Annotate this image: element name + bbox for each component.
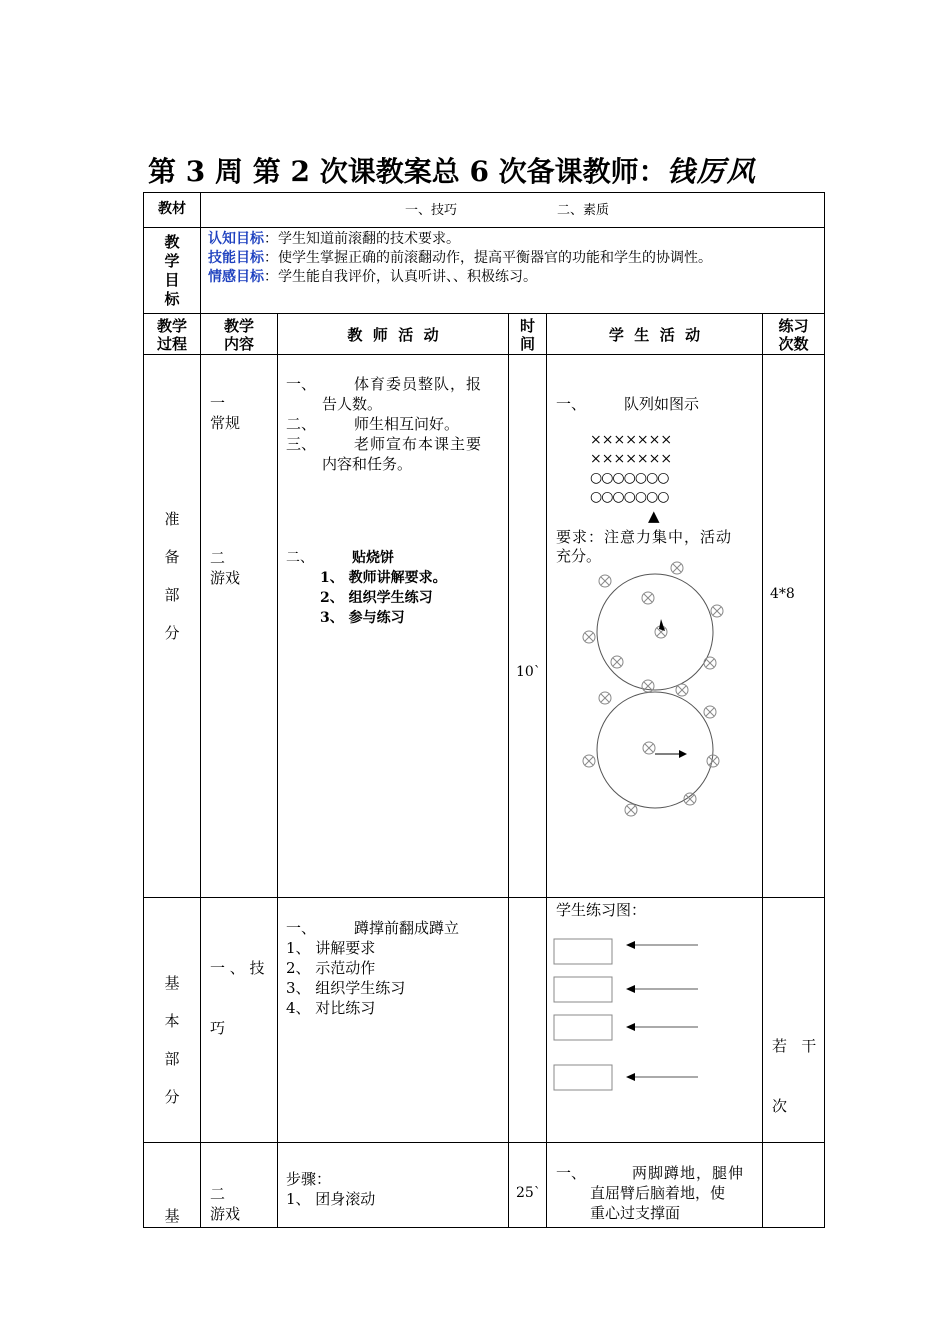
- title-text: 第 3 周 第 2 次课教案总 6 次备课教师：: [148, 155, 667, 188]
- student-marker: [642, 680, 654, 692]
- content-line: 二: [210, 549, 226, 567]
- student-marker: [704, 657, 716, 669]
- header-student: 学 生 活 动: [608, 326, 701, 344]
- prep-label: [144, 500, 200, 652]
- student-line: 直屈臂后脑着地，使: [590, 1184, 726, 1202]
- formation-row: ○○○○○○○: [590, 470, 669, 486]
- header-line: 间: [519, 335, 535, 353]
- table-border-bottom: [143, 1227, 825, 1228]
- step-text: 队列如图示: [624, 395, 700, 413]
- teacher-line: 步骤：: [286, 1170, 332, 1188]
- teacher-line: 1、 团身滚动: [286, 1190, 376, 1208]
- direction-arrow-head: [626, 985, 635, 993]
- header-line: 次数: [778, 335, 809, 353]
- step-text: 老师宣布本课主要: [354, 435, 483, 453]
- step-num: 一、: [286, 375, 317, 393]
- step-text: 体育委员整队，报: [354, 375, 483, 393]
- game-title: 贴烧饼: [352, 550, 394, 566]
- basic2-time: 25`: [516, 1185, 541, 1201]
- step-num: 三、: [286, 435, 317, 453]
- goal-tag: 情感目标: [208, 269, 264, 285]
- teacher-item: 1、 讲解要求: [286, 939, 376, 957]
- basic-content: [210, 918, 265, 1058]
- student-marker: [642, 592, 654, 604]
- mat: [554, 939, 612, 964]
- step-num: 一、: [556, 395, 587, 413]
- teacher-head: [286, 918, 502, 938]
- table-border-top: [143, 192, 825, 193]
- basic2-content: [210, 1184, 240, 1224]
- prep-content-2: [210, 548, 240, 588]
- header-line: 过程: [156, 335, 187, 353]
- basic-label: [144, 964, 200, 1116]
- student-marker: [583, 631, 595, 643]
- mat: [554, 1065, 612, 1090]
- formation-row: ○○○○○○○: [590, 489, 669, 505]
- goal-text: ：学生知道前滚翻的技术要求。: [264, 231, 460, 247]
- content-line: 巧: [210, 1019, 226, 1037]
- step-num: 二、: [286, 550, 314, 566]
- step-cont: 告人数。: [322, 395, 383, 413]
- basic-label-char: 基: [164, 974, 180, 992]
- basic-label-char: 部: [164, 1050, 180, 1068]
- header-line: 内容: [223, 335, 254, 353]
- material-label: 教材: [158, 201, 186, 217]
- material-item-2: 二、素质: [557, 203, 610, 218]
- goals-label-char: 教: [164, 233, 180, 251]
- prep-content-1: [210, 393, 240, 433]
- goal-text: ：使学生掌握正确的前滚翻动作，提高平衡器官的功能和学生的协调性。: [264, 250, 712, 266]
- goal-tag: 认知目标: [208, 231, 264, 247]
- student-marker: [583, 755, 595, 767]
- header-line: 教学: [156, 317, 187, 335]
- mat: [554, 977, 612, 1002]
- basic2-teacher: [286, 1169, 502, 1209]
- col-divider: [762, 313, 763, 1228]
- student-marker: [676, 684, 688, 696]
- formation-row: ×××××××: [590, 432, 673, 448]
- table-border-right: [824, 192, 825, 1228]
- material-item-1: 一、技巧: [405, 203, 458, 218]
- goal-affective: [208, 268, 822, 287]
- game-item: 3、 参与练习: [320, 610, 405, 626]
- col-divider: [508, 313, 509, 1228]
- content-line: 游戏: [210, 569, 241, 587]
- content-line: 一: [210, 394, 226, 412]
- basic-teacher: [286, 918, 502, 1018]
- step-text: 师生相互问好。: [354, 415, 460, 433]
- student-line: 重心过支撑面: [590, 1204, 681, 1222]
- teacher-marker: ▲: [648, 507, 660, 525]
- row-divider: [143, 313, 825, 314]
- row-divider: [143, 897, 825, 898]
- prep-student-head: [556, 395, 699, 414]
- student-line: [556, 1163, 760, 1183]
- student-marker: [599, 692, 611, 704]
- step-cont: 内容和任务。: [322, 455, 413, 473]
- game-item: 1、 教师讲解要求。: [320, 570, 447, 586]
- goals-label-char: 标: [164, 290, 180, 308]
- basic-label-char: 本: [164, 1012, 180, 1030]
- mat: [554, 1015, 612, 1040]
- goals-label-char: 学: [164, 252, 180, 270]
- step-num: 一、: [286, 919, 317, 937]
- row-divider: [143, 1142, 825, 1143]
- goals-list: [208, 230, 822, 287]
- teacher-item: 3、 组织学生练习: [286, 979, 406, 997]
- direction-arrow-head: [626, 941, 635, 949]
- prep-time: 10`: [516, 664, 541, 680]
- prep-teacher-routine: [286, 374, 502, 474]
- teacher-step: [286, 374, 502, 394]
- formation-row: ×××××××: [590, 451, 673, 467]
- content-line: 常规: [210, 414, 241, 432]
- header-line: 教学: [223, 317, 254, 335]
- content-line: 游戏: [210, 1205, 241, 1223]
- step-num: 二、: [286, 415, 317, 433]
- teacher-step: [286, 434, 502, 454]
- student-marker: [711, 605, 723, 617]
- prep-reps: 4*8: [770, 586, 795, 602]
- teacher-item: 2、 示范动作: [286, 959, 376, 977]
- student-marker: [671, 562, 683, 574]
- goal-tag: 技能目标: [208, 250, 264, 266]
- student-marker: [611, 656, 623, 668]
- header-time: [509, 317, 546, 353]
- game-head: [286, 548, 502, 568]
- step-text: 蹲撑前翻成蹲立: [354, 919, 460, 937]
- basic2-label: 基: [164, 1207, 180, 1225]
- header-reps: [763, 317, 824, 353]
- row-divider: [143, 354, 825, 355]
- practice-diagram-title: 学生练习图：: [556, 901, 647, 919]
- prep-label-char: 准: [164, 510, 180, 528]
- practice-diagram: [547, 930, 762, 1095]
- prep-teacher-game: [286, 548, 502, 628]
- prep-label-char: 分: [164, 624, 180, 642]
- direction-arrow-head: [626, 1023, 635, 1031]
- goal-skill: [208, 249, 822, 268]
- teacher-name: 钱厉风: [666, 155, 757, 188]
- header-process: [144, 317, 200, 353]
- col-divider: [277, 313, 278, 1228]
- prep-label-char: 部: [164, 586, 180, 604]
- student-marker: [643, 742, 655, 754]
- goals-label-char: 目: [164, 271, 180, 289]
- reps-line: 若 干: [772, 1037, 817, 1055]
- basic2-student: [556, 1163, 760, 1223]
- requirement-line: 要求：注意力集中，活动: [556, 528, 733, 546]
- prep-label-char: 备: [164, 548, 180, 566]
- header-line: 练习: [778, 317, 809, 335]
- row-divider: [143, 227, 825, 228]
- game-item: 2、 组织学生练习: [320, 590, 433, 606]
- formation: [590, 431, 672, 507]
- reps-line: 次: [772, 1097, 788, 1115]
- goal-cognitive: [208, 230, 822, 249]
- requirement-line: 充分。: [556, 547, 602, 565]
- circle-game-diagram: [547, 555, 762, 825]
- basic-reps: [772, 996, 816, 1136]
- header-content: [201, 317, 277, 353]
- direction-arrow-head: [626, 1073, 635, 1081]
- teacher-item: 4、 对比练习: [286, 999, 376, 1017]
- content-line: 一 、 技: [210, 959, 265, 977]
- basic-label-char: 分: [164, 1088, 180, 1106]
- content-line: 二: [210, 1185, 226, 1203]
- chaser-arrow-head: [679, 750, 687, 758]
- goal-text: ：学生能自我评价，认真听讲、、积极练习。: [264, 269, 537, 285]
- page-title: [148, 150, 848, 190]
- step-text: 两脚蹲地，腿伸: [632, 1164, 745, 1182]
- header-teacher: 教 师 活 动: [347, 326, 439, 344]
- student-marker: [625, 804, 637, 816]
- student-marker: [599, 575, 611, 587]
- step-num: 一、: [556, 1164, 587, 1182]
- chaser-arrow: [659, 619, 665, 631]
- teacher-step: [286, 414, 502, 434]
- student-marker: [704, 706, 716, 718]
- goals-label: [144, 233, 200, 309]
- header-line: 时: [519, 317, 535, 335]
